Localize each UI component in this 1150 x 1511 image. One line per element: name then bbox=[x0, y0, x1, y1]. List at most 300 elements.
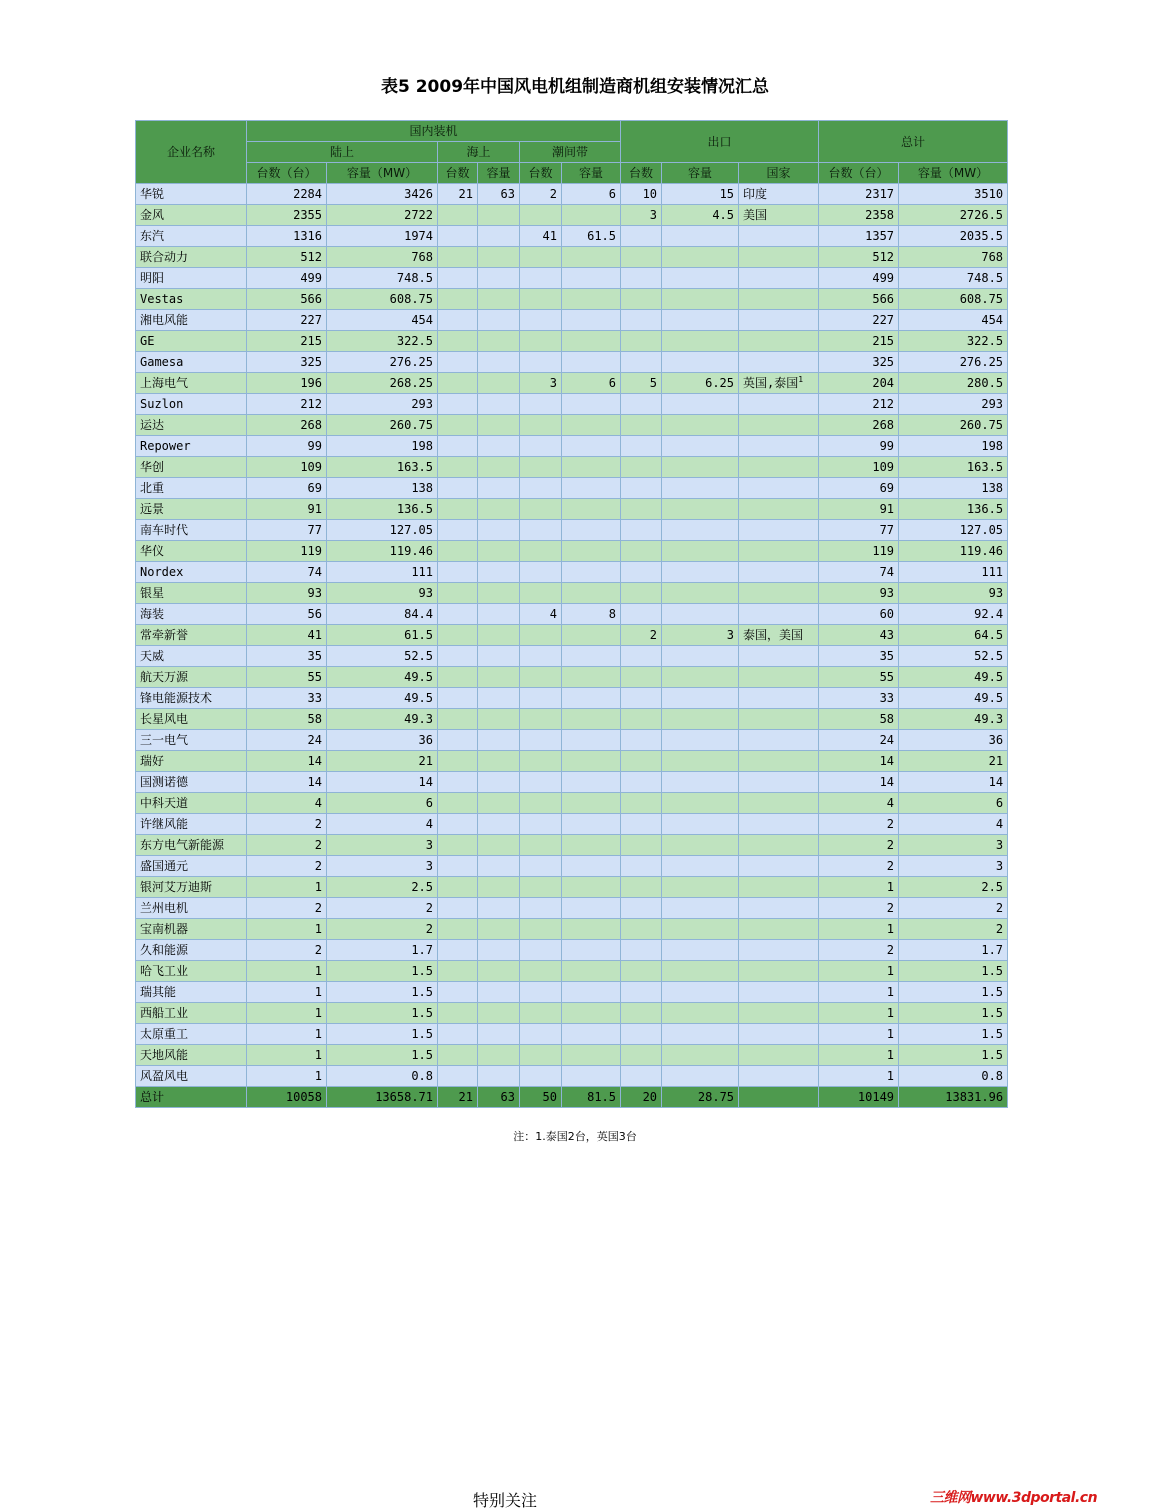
cell-total-capacity: 322.5 bbox=[899, 331, 1008, 352]
cell-export-country bbox=[739, 1003, 819, 1024]
cell-intertidal-capacity bbox=[562, 877, 621, 898]
cell-export-country: 美国 bbox=[739, 205, 819, 226]
cell-land-capacity: 163.5 bbox=[327, 457, 438, 478]
header-export: 出口 bbox=[621, 121, 819, 163]
page-title: 表5 2009年中国风电机组制造商机组安装情况汇总 bbox=[380, 77, 770, 97]
header-company: 企业名称 bbox=[136, 121, 247, 184]
cell-total-capacity: 293 bbox=[899, 394, 1008, 415]
cell-export-country bbox=[739, 940, 819, 961]
cell-total-capacity: 136.5 bbox=[899, 499, 1008, 520]
cell-land-capacity: 4 bbox=[327, 814, 438, 835]
cell-export-country bbox=[739, 1045, 819, 1066]
cell-intertidal-units: 4 bbox=[520, 604, 562, 625]
cell-land-units: 10058 bbox=[247, 1087, 327, 1108]
cell-land-units: 2 bbox=[247, 814, 327, 835]
cell-intertidal-units bbox=[520, 1003, 562, 1024]
cell-land-units: 2 bbox=[247, 940, 327, 961]
cell-intertidal-units bbox=[520, 541, 562, 562]
cell-intertidal-units bbox=[520, 961, 562, 982]
table-row bbox=[136, 919, 1008, 940]
cell-intertidal-units bbox=[520, 982, 562, 1003]
cell-export-units: 5 bbox=[621, 373, 662, 394]
cell-total-capacity: 49.3 bbox=[899, 709, 1008, 730]
cell-total-capacity: 92.4 bbox=[899, 604, 1008, 625]
cell-total-capacity: 1.7 bbox=[899, 940, 1008, 961]
cell-offshore-capacity bbox=[478, 499, 520, 520]
cell-intertidal-units bbox=[520, 688, 562, 709]
cell-total-capacity: 260.75 bbox=[899, 415, 1008, 436]
cell-offshore-units bbox=[438, 667, 478, 688]
cell-land-units: 215 bbox=[247, 331, 327, 352]
table-header bbox=[136, 121, 1008, 184]
cell-intertidal-units bbox=[520, 667, 562, 688]
cell-export-country bbox=[739, 856, 819, 877]
cell-land-units: 109 bbox=[247, 457, 327, 478]
table-row bbox=[136, 793, 1008, 814]
cell-land-units: 566 bbox=[247, 289, 327, 310]
cell-land-capacity: 322.5 bbox=[327, 331, 438, 352]
cell-total-capacity: 198 bbox=[899, 436, 1008, 457]
cell-intertidal-capacity bbox=[562, 583, 621, 604]
cell-export-units: 2 bbox=[621, 625, 662, 646]
cell-total-units: 24 bbox=[819, 730, 899, 751]
cell-land-capacity: 1974 bbox=[327, 226, 438, 247]
watermark-logo: 三维网www.3dportal.cn bbox=[930, 1490, 1098, 1506]
cell-total-units: 119 bbox=[819, 541, 899, 562]
cell-intertidal-capacity: 6 bbox=[562, 373, 621, 394]
table-row bbox=[136, 667, 1008, 688]
cell-offshore-capacity bbox=[478, 541, 520, 562]
cell-intertidal-capacity bbox=[562, 898, 621, 919]
table-row bbox=[136, 541, 1008, 562]
cell-offshore-units bbox=[438, 688, 478, 709]
cell-export-country bbox=[739, 268, 819, 289]
cell-total-units: 1357 bbox=[819, 226, 899, 247]
cell-intertidal-capacity bbox=[562, 835, 621, 856]
cell-export-units bbox=[621, 541, 662, 562]
cell-total-capacity: 36 bbox=[899, 730, 1008, 751]
cell-land-capacity: 1.5 bbox=[327, 1045, 438, 1066]
cell-land-capacity: 13658.71 bbox=[327, 1087, 438, 1108]
cell-intertidal-units bbox=[520, 793, 562, 814]
cell-intertidal-capacity bbox=[562, 751, 621, 772]
cell-offshore-capacity bbox=[478, 1066, 520, 1087]
cell-total-capacity: 2035.5 bbox=[899, 226, 1008, 247]
cell-export-country bbox=[739, 499, 819, 520]
cell-total-capacity: 93 bbox=[899, 583, 1008, 604]
cell-total-units: 69 bbox=[819, 478, 899, 499]
cell-total-capacity: 2726.5 bbox=[899, 205, 1008, 226]
cell-offshore-units bbox=[438, 415, 478, 436]
header-intertidal: 潮间带 bbox=[520, 142, 621, 163]
cell-total-capacity: 276.25 bbox=[899, 352, 1008, 373]
cell-intertidal-units bbox=[520, 625, 562, 646]
cell-land-units: 2284 bbox=[247, 184, 327, 205]
cell-export-country bbox=[739, 772, 819, 793]
cell-land-capacity: 136.5 bbox=[327, 499, 438, 520]
table-row bbox=[136, 961, 1008, 982]
cell-intertidal-units bbox=[520, 331, 562, 352]
cell-export-capacity bbox=[662, 688, 739, 709]
cell-intertidal-capacity bbox=[562, 436, 621, 457]
cell-total-capacity: 1.5 bbox=[899, 982, 1008, 1003]
header-export-capacity: 容量 bbox=[662, 163, 739, 184]
cell-land-units: 325 bbox=[247, 352, 327, 373]
cell-intertidal-units bbox=[520, 856, 562, 877]
cell-land-capacity: 1.5 bbox=[327, 961, 438, 982]
cell-offshore-units bbox=[438, 541, 478, 562]
cell-export-capacity bbox=[662, 394, 739, 415]
table-row bbox=[136, 1024, 1008, 1045]
cell-total-units: 60 bbox=[819, 604, 899, 625]
cell-export-units bbox=[621, 730, 662, 751]
table-row bbox=[136, 1066, 1008, 1087]
cell-intertidal-units bbox=[520, 205, 562, 226]
table-row bbox=[136, 835, 1008, 856]
cell-land-units: 1 bbox=[247, 1003, 327, 1024]
cell-export-country bbox=[739, 310, 819, 331]
cell-offshore-capacity bbox=[478, 415, 520, 436]
cell-land-capacity: 260.75 bbox=[327, 415, 438, 436]
cell-offshore-units bbox=[438, 247, 478, 268]
cell-offshore-capacity bbox=[478, 982, 520, 1003]
cell-land-capacity: 93 bbox=[327, 583, 438, 604]
cell-total-units: 1 bbox=[819, 1024, 899, 1045]
cell-intertidal-capacity bbox=[562, 205, 621, 226]
cell-export-country bbox=[739, 835, 819, 856]
cell-export-capacity bbox=[662, 709, 739, 730]
cell-offshore-capacity bbox=[478, 646, 520, 667]
cell-export-country: 印度 bbox=[739, 184, 819, 205]
cell-total-capacity: 64.5 bbox=[899, 625, 1008, 646]
cell-intertidal-capacity: 6 bbox=[562, 184, 621, 205]
cell-export-capacity: 28.75 bbox=[662, 1087, 739, 1108]
cell-land-units: 69 bbox=[247, 478, 327, 499]
cell-export-country bbox=[739, 247, 819, 268]
cell-export-capacity bbox=[662, 856, 739, 877]
cell-total-capacity: 2.5 bbox=[899, 877, 1008, 898]
cell-offshore-units bbox=[438, 373, 478, 394]
cell-export-country bbox=[739, 646, 819, 667]
cell-land-units: 1316 bbox=[247, 226, 327, 247]
cell-land-capacity: 198 bbox=[327, 436, 438, 457]
cell-export-capacity bbox=[662, 730, 739, 751]
cell-export-units bbox=[621, 1045, 662, 1066]
table-row bbox=[136, 1045, 1008, 1066]
cell-intertidal-units bbox=[520, 751, 562, 772]
cell-company: 湘电风能 bbox=[136, 310, 247, 331]
cell-intertidal-capacity: 81.5 bbox=[562, 1087, 621, 1108]
cell-intertidal-capacity bbox=[562, 793, 621, 814]
cell-company: 华创 bbox=[136, 457, 247, 478]
cell-offshore-capacity bbox=[478, 751, 520, 772]
cell-land-capacity: 84.4 bbox=[327, 604, 438, 625]
cell-export-country bbox=[739, 478, 819, 499]
cell-land-capacity: 1.5 bbox=[327, 1024, 438, 1045]
cell-total-units: 35 bbox=[819, 646, 899, 667]
table-row bbox=[136, 310, 1008, 331]
cell-export-units bbox=[621, 1066, 662, 1087]
cell-offshore-capacity bbox=[478, 898, 520, 919]
cell-offshore-capacity bbox=[478, 373, 520, 394]
cell-company: Repower bbox=[136, 436, 247, 457]
cell-offshore-units: 21 bbox=[438, 1087, 478, 1108]
cell-intertidal-units bbox=[520, 1066, 562, 1087]
cell-intertidal-units bbox=[520, 310, 562, 331]
cell-total-capacity: 748.5 bbox=[899, 268, 1008, 289]
cell-export-capacity bbox=[662, 1024, 739, 1045]
cell-export-capacity bbox=[662, 898, 739, 919]
cell-export-country bbox=[739, 415, 819, 436]
cell-total-capacity: 3510 bbox=[899, 184, 1008, 205]
cell-export-units bbox=[621, 793, 662, 814]
cell-export-capacity bbox=[662, 793, 739, 814]
cell-land-units: 2 bbox=[247, 835, 327, 856]
cell-intertidal-capacity bbox=[562, 1003, 621, 1024]
cell-offshore-capacity bbox=[478, 772, 520, 793]
cell-total-capacity: 3 bbox=[899, 835, 1008, 856]
cell-intertidal-units bbox=[520, 646, 562, 667]
cell-land-units: 1 bbox=[247, 1045, 327, 1066]
cell-offshore-units bbox=[438, 919, 478, 940]
cell-export-units bbox=[621, 961, 662, 982]
cell-intertidal-units bbox=[520, 772, 562, 793]
cell-offshore-capacity bbox=[478, 856, 520, 877]
cell-export-country bbox=[739, 373, 819, 394]
table-row bbox=[136, 583, 1008, 604]
cell-company: 宝南机器 bbox=[136, 919, 247, 940]
cell-intertidal-capacity bbox=[562, 625, 621, 646]
cell-land-units: 99 bbox=[247, 436, 327, 457]
table-row bbox=[136, 247, 1008, 268]
cell-company: Suzlon bbox=[136, 394, 247, 415]
cell-company: 常牵新誉 bbox=[136, 625, 247, 646]
cell-export-capacity bbox=[662, 919, 739, 940]
cell-company: 海装 bbox=[136, 604, 247, 625]
cell-offshore-capacity bbox=[478, 457, 520, 478]
cell-land-units: 14 bbox=[247, 751, 327, 772]
cell-total-capacity: 768 bbox=[899, 247, 1008, 268]
cell-land-units: 2 bbox=[247, 856, 327, 877]
header-domestic: 国内装机 bbox=[247, 121, 621, 142]
cell-intertidal-capacity bbox=[562, 772, 621, 793]
cell-company: 哈飞工业 bbox=[136, 961, 247, 982]
cell-land-units: 212 bbox=[247, 394, 327, 415]
table-row bbox=[136, 436, 1008, 457]
cell-land-capacity: 768 bbox=[327, 247, 438, 268]
cell-export-units bbox=[621, 352, 662, 373]
cell-offshore-units bbox=[438, 1045, 478, 1066]
cell-export-units bbox=[621, 562, 662, 583]
table-body bbox=[136, 184, 1008, 1108]
cell-land-units: 93 bbox=[247, 583, 327, 604]
cell-land-units: 77 bbox=[247, 520, 327, 541]
cell-company: 东汽 bbox=[136, 226, 247, 247]
cell-land-units: 74 bbox=[247, 562, 327, 583]
table-row bbox=[136, 520, 1008, 541]
cell-intertidal-capacity bbox=[562, 709, 621, 730]
total-row bbox=[136, 1087, 1008, 1108]
cell-offshore-units bbox=[438, 205, 478, 226]
cell-total-capacity: 49.5 bbox=[899, 688, 1008, 709]
cell-offshore-capacity bbox=[478, 814, 520, 835]
cell-total-capacity: 49.5 bbox=[899, 667, 1008, 688]
table-row bbox=[136, 562, 1008, 583]
cell-land-capacity: 2.5 bbox=[327, 877, 438, 898]
cell-intertidal-capacity: 61.5 bbox=[562, 226, 621, 247]
cell-land-capacity: 3 bbox=[327, 856, 438, 877]
cell-offshore-capacity bbox=[478, 667, 520, 688]
cell-total-units: 4 bbox=[819, 793, 899, 814]
cell-land-units: 1 bbox=[247, 961, 327, 982]
cell-offshore-capacity bbox=[478, 835, 520, 856]
cell-total-units: 2 bbox=[819, 856, 899, 877]
cell-export-country bbox=[739, 331, 819, 352]
cell-intertidal-capacity bbox=[562, 499, 621, 520]
cell-export-units bbox=[621, 940, 662, 961]
cell-offshore-capacity bbox=[478, 310, 520, 331]
cell-export-units bbox=[621, 709, 662, 730]
cell-offshore-capacity bbox=[478, 394, 520, 415]
cell-company: 风盈风电 bbox=[136, 1066, 247, 1087]
cell-export-units bbox=[621, 583, 662, 604]
cell-export-capacity: 15 bbox=[662, 184, 739, 205]
cell-total-units: 2 bbox=[819, 814, 899, 835]
cell-offshore-units bbox=[438, 604, 478, 625]
cell-intertidal-capacity bbox=[562, 730, 621, 751]
cell-total-capacity: 1.5 bbox=[899, 1045, 1008, 1066]
cell-intertidal-units bbox=[520, 268, 562, 289]
cell-total-units: 2 bbox=[819, 835, 899, 856]
cell-offshore-capacity bbox=[478, 961, 520, 982]
cell-offshore-capacity bbox=[478, 520, 520, 541]
cell-export-country bbox=[739, 1066, 819, 1087]
table-row bbox=[136, 331, 1008, 352]
cell-company: 长星风电 bbox=[136, 709, 247, 730]
cell-offshore-capacity bbox=[478, 793, 520, 814]
cell-export-units: 3 bbox=[621, 205, 662, 226]
cell-company: 兰州电机 bbox=[136, 898, 247, 919]
cell-company: 盛国通元 bbox=[136, 856, 247, 877]
cell-company: 瑞好 bbox=[136, 751, 247, 772]
cell-export-country bbox=[739, 394, 819, 415]
cell-export-units bbox=[621, 478, 662, 499]
manufacturer-table bbox=[135, 120, 1008, 1108]
cell-export-units bbox=[621, 646, 662, 667]
cell-export-units bbox=[621, 1003, 662, 1024]
cell-export-capacity: 3 bbox=[662, 625, 739, 646]
cell-company: 瑞其能 bbox=[136, 982, 247, 1003]
cell-export-capacity bbox=[662, 835, 739, 856]
table-note: 注：1.泰国2台，英国3台 bbox=[513, 1130, 637, 1143]
cell-land-capacity: 36 bbox=[327, 730, 438, 751]
cell-intertidal-units bbox=[520, 247, 562, 268]
cell-total-capacity: 13831.96 bbox=[899, 1087, 1008, 1108]
cell-land-capacity: 61.5 bbox=[327, 625, 438, 646]
header-export-country: 国家 bbox=[739, 163, 819, 184]
cell-offshore-capacity bbox=[478, 709, 520, 730]
table-row bbox=[136, 478, 1008, 499]
cell-intertidal-capacity bbox=[562, 331, 621, 352]
cell-export-capacity bbox=[662, 1066, 739, 1087]
cell-export-units bbox=[621, 457, 662, 478]
cell-intertidal-capacity bbox=[562, 520, 621, 541]
cell-export-units bbox=[621, 877, 662, 898]
cell-land-units: 4 bbox=[247, 793, 327, 814]
cell-company: 中科天道 bbox=[136, 793, 247, 814]
cell-intertidal-capacity bbox=[562, 982, 621, 1003]
cell-export-country: 泰国，美国 bbox=[739, 625, 819, 646]
cell-company: 南车时代 bbox=[136, 520, 247, 541]
cell-offshore-units bbox=[438, 583, 478, 604]
cell-total-units: 1 bbox=[819, 919, 899, 940]
cell-intertidal-capacity bbox=[562, 961, 621, 982]
cell-offshore-capacity bbox=[478, 877, 520, 898]
cell-offshore-units bbox=[438, 394, 478, 415]
cell-intertidal-capacity bbox=[562, 814, 621, 835]
cell-export-units bbox=[621, 919, 662, 940]
cell-company: 太原重工 bbox=[136, 1024, 247, 1045]
cell-intertidal-units bbox=[520, 562, 562, 583]
cell-intertidal-capacity bbox=[562, 310, 621, 331]
cell-export-units bbox=[621, 331, 662, 352]
cell-offshore-capacity bbox=[478, 226, 520, 247]
cell-export-units bbox=[621, 226, 662, 247]
cell-company: 天地风能 bbox=[136, 1045, 247, 1066]
cell-total-units: 93 bbox=[819, 583, 899, 604]
cell-intertidal-units bbox=[520, 940, 562, 961]
cell-total-units: 227 bbox=[819, 310, 899, 331]
cell-export-units bbox=[621, 772, 662, 793]
cell-land-units: 55 bbox=[247, 667, 327, 688]
cell-intertidal-units bbox=[520, 352, 562, 373]
table-row bbox=[136, 205, 1008, 226]
cell-offshore-units bbox=[438, 352, 478, 373]
table-row bbox=[136, 352, 1008, 373]
cell-intertidal-units bbox=[520, 835, 562, 856]
table-row bbox=[136, 457, 1008, 478]
header-intertidal-units: 台数 bbox=[520, 163, 562, 184]
cell-intertidal-units bbox=[520, 583, 562, 604]
cell-land-units: 512 bbox=[247, 247, 327, 268]
cell-intertidal-capacity bbox=[562, 352, 621, 373]
cell-export-country bbox=[739, 814, 819, 835]
cell-total-units: 325 bbox=[819, 352, 899, 373]
cell-export-capacity bbox=[662, 310, 739, 331]
cell-total-units: 1 bbox=[819, 877, 899, 898]
cell-export-units bbox=[621, 268, 662, 289]
cell-export-units bbox=[621, 835, 662, 856]
cell-land-units: 1 bbox=[247, 919, 327, 940]
cell-export-country bbox=[739, 352, 819, 373]
cell-export-country bbox=[739, 562, 819, 583]
cell-export-capacity bbox=[662, 646, 739, 667]
cell-export-units bbox=[621, 499, 662, 520]
cell-company: 锋电能源技术 bbox=[136, 688, 247, 709]
cell-intertidal-capacity bbox=[562, 667, 621, 688]
header-offshore-capacity: 容量 bbox=[478, 163, 520, 184]
table-row bbox=[136, 688, 1008, 709]
cell-intertidal-units bbox=[520, 730, 562, 751]
header-offshore: 海上 bbox=[438, 142, 520, 163]
cell-export-units: 10 bbox=[621, 184, 662, 205]
cell-export-units bbox=[621, 1024, 662, 1045]
cell-total-capacity: 0.8 bbox=[899, 1066, 1008, 1087]
cell-offshore-capacity bbox=[478, 940, 520, 961]
country-text: 英国,泰国 bbox=[743, 376, 799, 390]
cell-export-country bbox=[739, 982, 819, 1003]
cell-intertidal-units bbox=[520, 499, 562, 520]
